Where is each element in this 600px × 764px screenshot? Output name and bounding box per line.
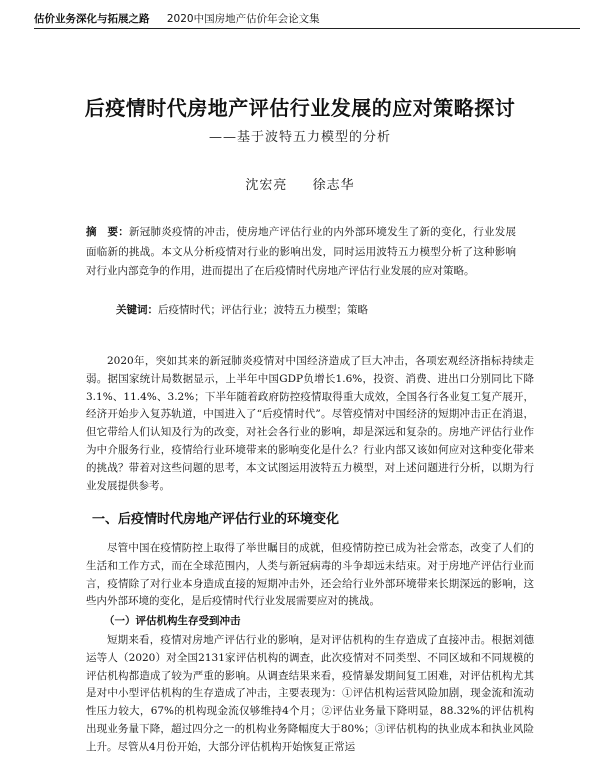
keywords-label: 关键词： [116,304,158,316]
author-name: 沈宏亮 [245,178,288,193]
keywords-text: 后疫情时代；评估行业；波特五力模型；策略 [158,304,368,316]
author-list [0,174,600,193]
paper-subtitle: ——基于波特五力模型的分析 [208,130,391,145]
abstract-text: 新冠肺炎疫情的冲击，使房地产评估行业的内外部环境发生了新的变化，行业发展面临新的挑战。本文从分析疫情对行业的影响出发，同时运用波特五力模型分析了这种影响对行业内部竞争的作用，进而提出了在后疫情时代房地产评估行业发展的应对策略。 [86,226,517,277]
abstract-label: 摘 要： [86,226,130,238]
section-heading: 一、后疫情时代房地产评估行业的环境变化 [92,512,340,527]
section-paragraph: 尽管中国在疫情防控上取得了举世瞩目的成就，但疫情防控已成为社会常态，改变了人们的生活和工作方式，而在全球范围内，人类与新冠病毒的斗争却远未结束。对于房地产评估行业而言，疫情除了对行业本身造成直接的短期冲击外，还会给行业外部环境带来长期深远的影响，这些内外部环境的变化，是后疫情时代行业发展需要应对的挑战。 [86,542,534,608]
running-header [34,10,580,29]
keywords [116,301,516,319]
intro-paragraph: 2020年，突如其来的新冠肺炎疫情对中国经济造成了巨大冲击，各项宏观经济指标持续走弱。据国家统计局数据显示，上半年中国GDP负增长1.6%，投资、消费、进出口分别同比下降3.1%、11.4%、3.2%；下半年随着政府防控疫情取得重大成效，全国各行各业复工复产展开，经济开始步入复苏轨道，中国进入了“后疫情时代”。尽管疫情对中国经济的短期冲击正在消退，但它带给人们认知及行为的改变，对社会各行业的影响，却是深远和复杂的。房地产评估行业作为中介服务行业，疫情给行业环境带来的影响变化是什么？行业内部又该如何应对这种变化带来的挑战？带着对这些问题的思考，本文试图运用波特五力模型，对上述问题进行分析，以期为行业发展提供参考。 [86,355,534,492]
paper-title: 后疫情时代房地产评估行业发展的应对策略探讨 [84,96,516,120]
collection-title: 2020中国房地产估价年会论文集 [166,13,320,25]
subsection-paragraph: 短期来看，疫情对房地产评估行业的影响，是对评估机构的生存造成了直接冲击。根据刘德运等人（2020）对全国2131家评估机构的调查，此次疫情对不同类型、不同区域和不同规模的评估机构都造成了较为严重的影响。从调查结果来看，疫情暴发期间复工困难，对评估机构尤其是对中小型评估机构的生存造成了冲击，主要表现为：①评估机构运营风险加剧，现金流和流动性压力较大，67%的机构现金流仅够维持4个月；②评估业务量下降明显，88.32%的评估机构出现业务量下降，超过四分之一的机构业务降幅度大于80%；③评估机构的执业成本和执业风险上升。尽管从4月份开始，大部分评估机构开始恢复正常运 [86,634,534,753]
book-title: 估价业务深化与拓展之路 [34,13,150,25]
subsection-heading: （一）评估机构生存受到冲击 [104,615,241,627]
abstract [86,223,516,282]
author-name: 徐志华 [312,178,355,193]
